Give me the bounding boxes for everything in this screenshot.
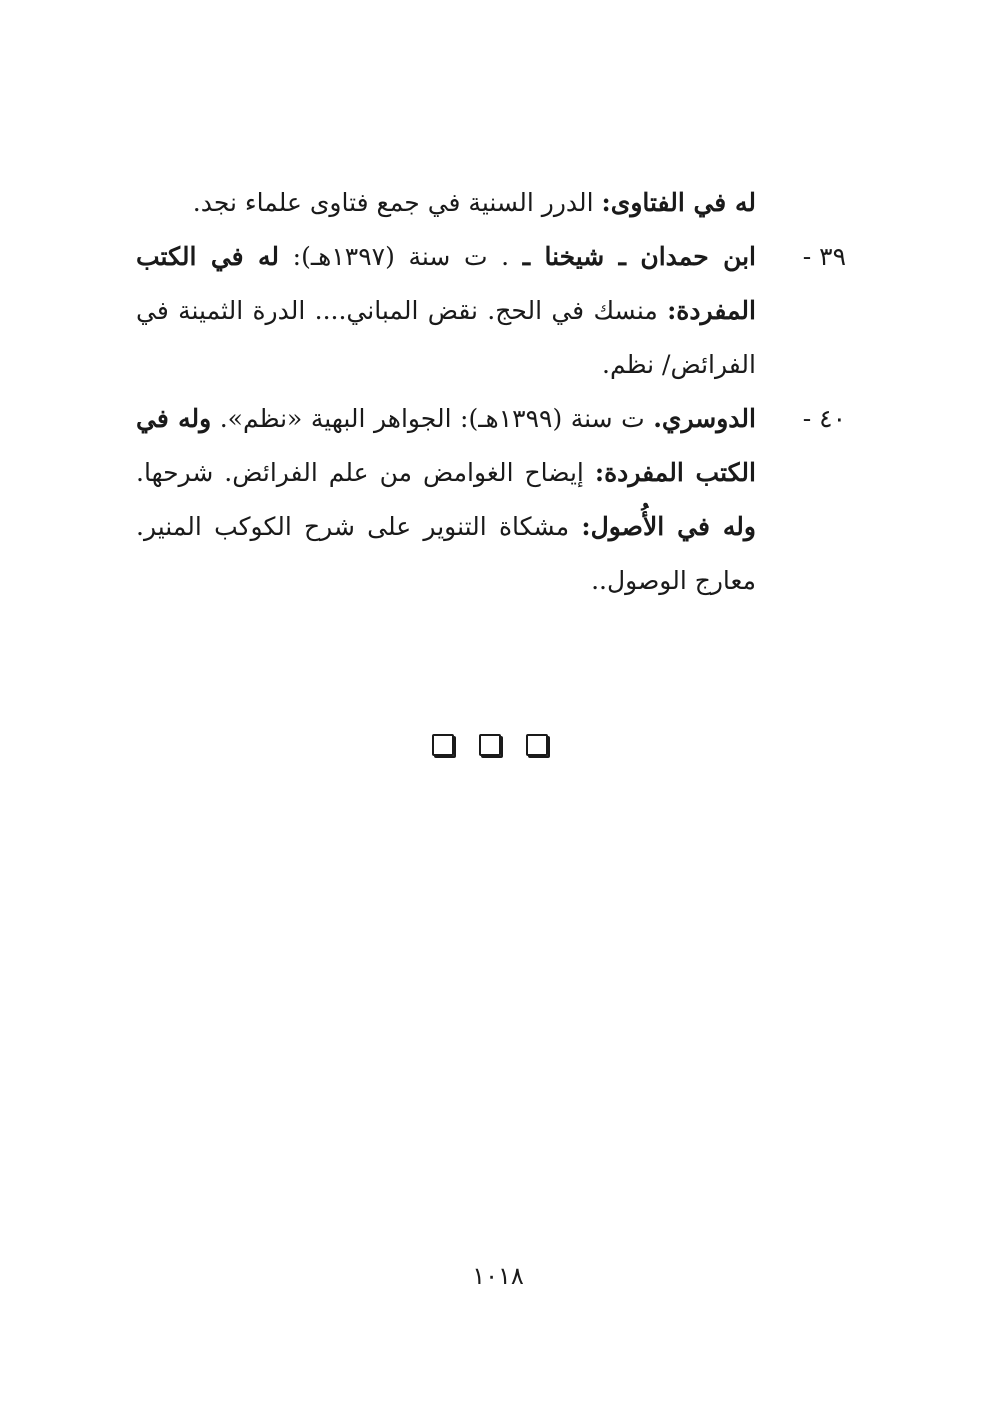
entry-40-label-2: وله في الأُصول: [581,512,757,541]
entry-39-label: له في الكتب المفردة: [136,242,756,325]
page-number: ١٠١٨ [472,1262,524,1290]
intro-text: الدرر السنية في جمع فتاوى علماء نجد. [192,188,602,217]
entry-40-text-2: مشكاة التنوير على شرح الكوكب المنير. معارج الوصول.. [136,512,756,595]
entry-40-text-1: إيضاح الغوامض من علم الفرائض. شرحها. [136,458,595,487]
ornament-box-icon [432,734,454,756]
entry-39 [136,230,756,392]
ornament-box-icon [479,734,501,756]
entry-39-name: ابن حمدان ـ شيخنا ـ [522,242,756,271]
entry-39-text: منسك في الحج. نقض المباني.... الدرة الثمينة في الفرائض/ نظم. [136,296,756,379]
entry-39-death: . ت سنة (١٣٩٧هـ): [279,242,523,271]
entry-40-name: الدوسري. [653,404,756,433]
entry-number-39: ٣٩ - [802,242,846,271]
entry-40-death: ت سنة (١٣٩٩هـ): الجواهر البهية «نظم». [211,404,654,433]
entry-number-40: ٤٠ - [802,404,846,433]
ornament-box-icon [526,734,548,756]
section-end-ornament [432,734,548,758]
intro-paragraph [136,176,756,230]
intro-label: له في الفتاوى: [601,188,756,217]
entry-40-label-1: وله في الكتب المفردة: [136,404,756,487]
entry-40 [136,392,756,608]
